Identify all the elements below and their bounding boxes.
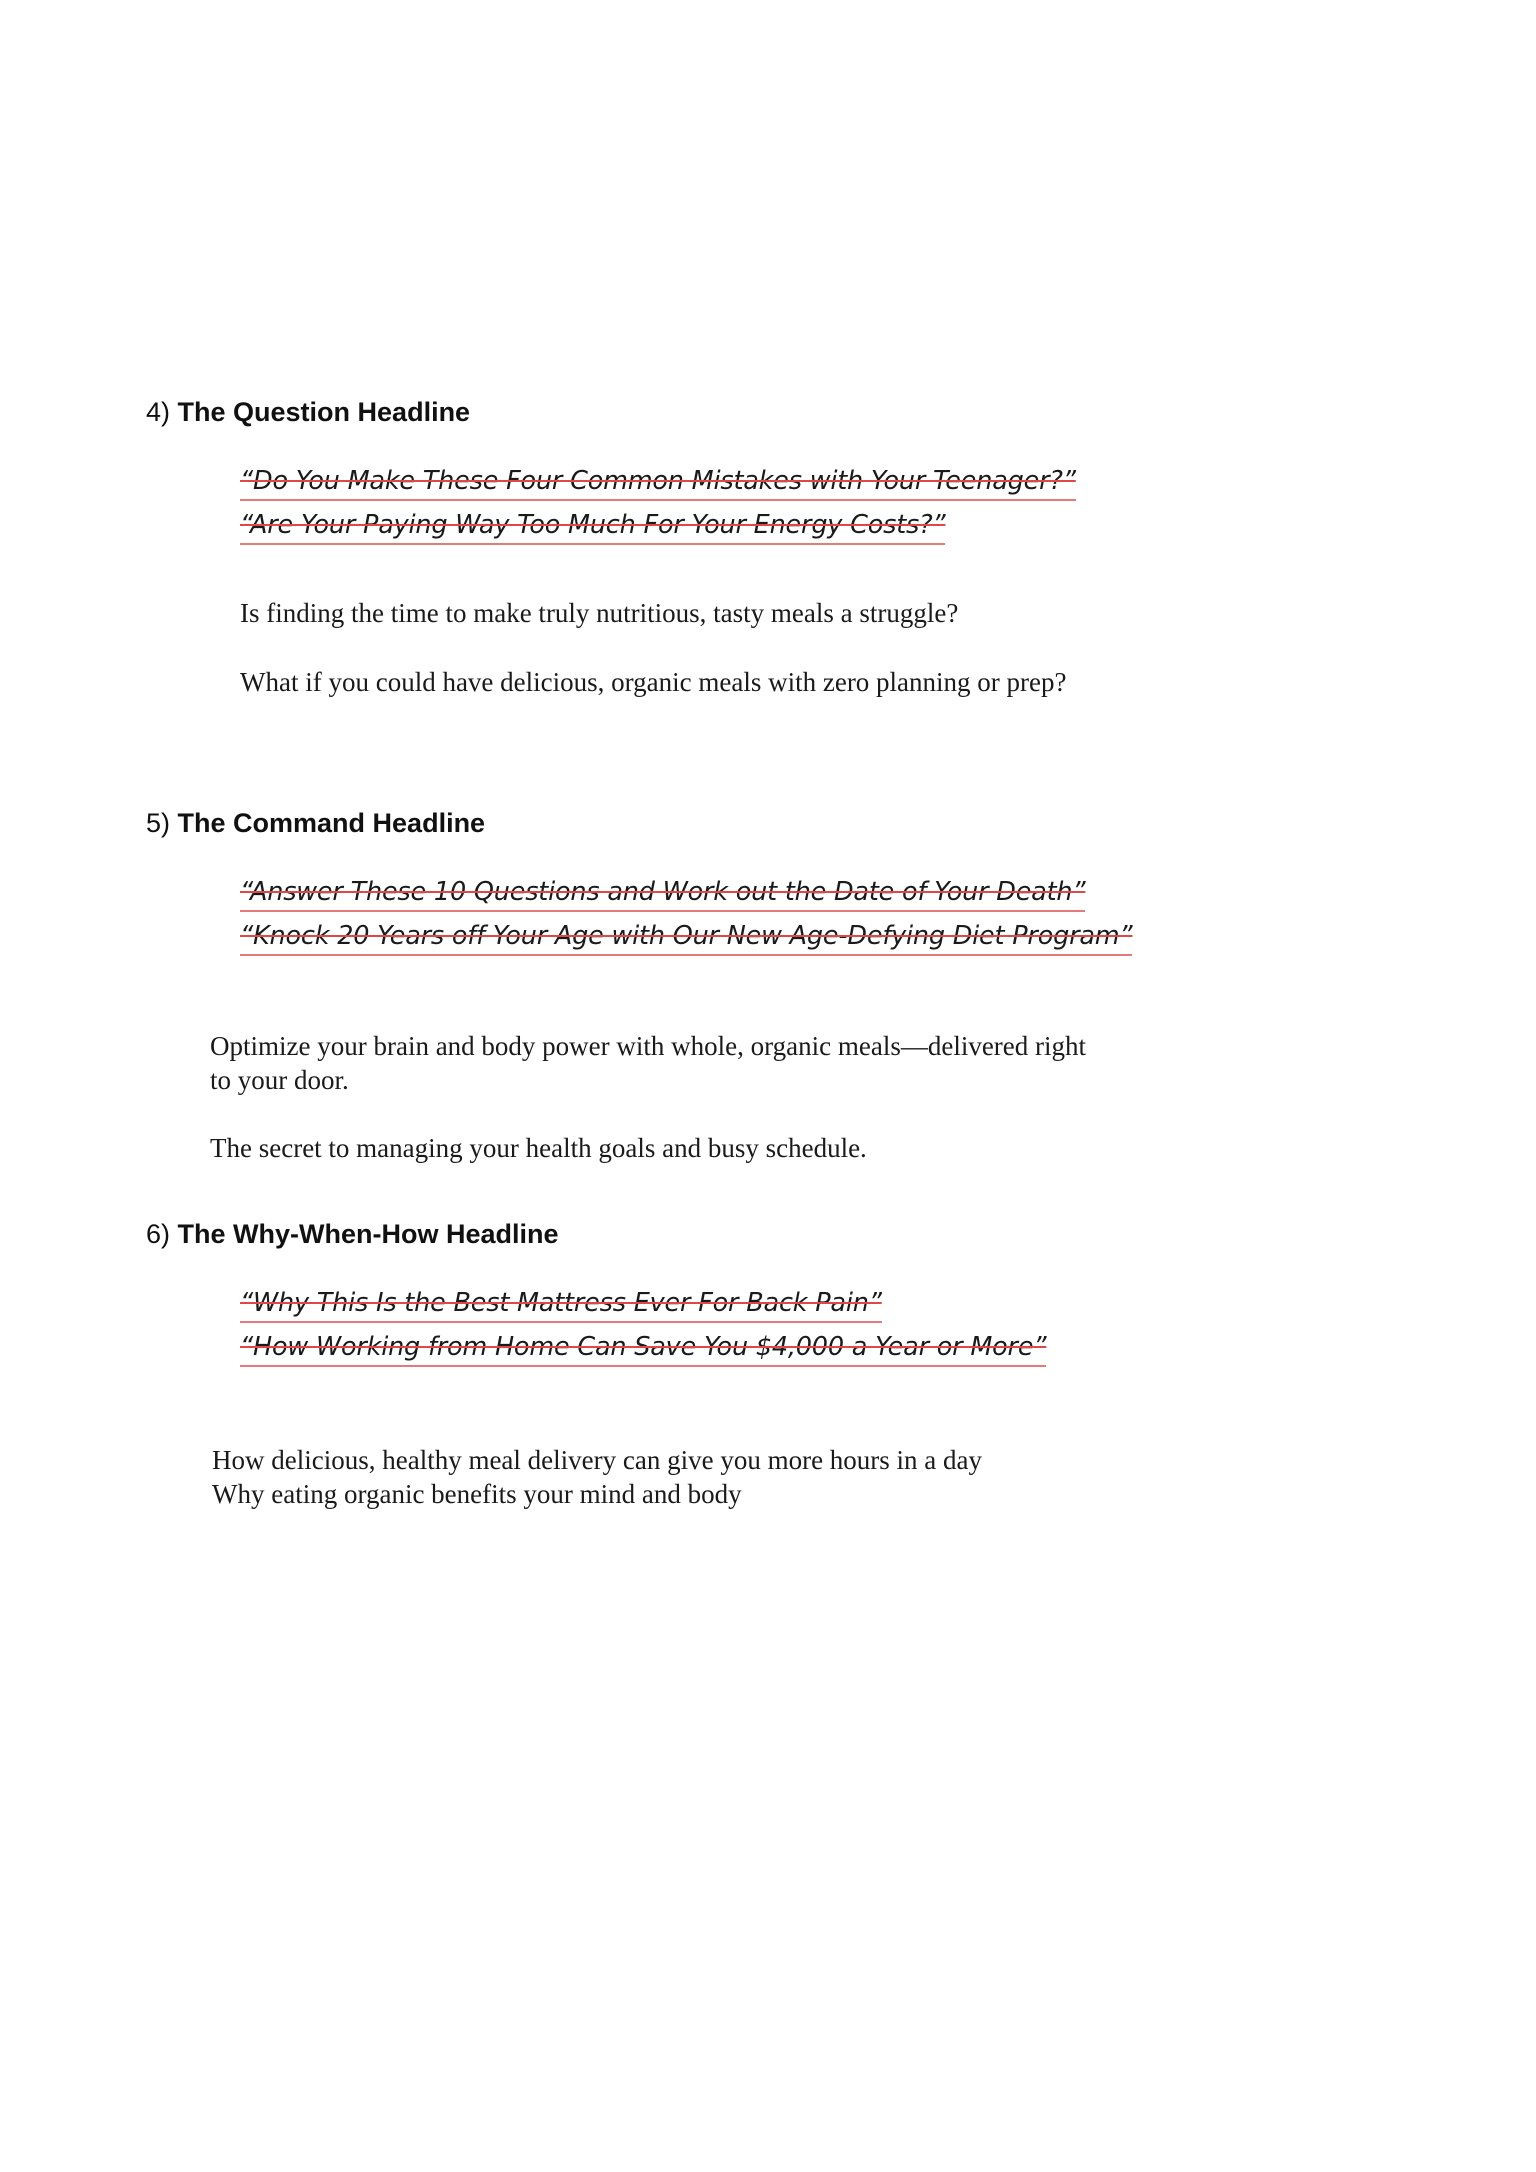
example-headline: “Why This Is the Best Mattress Ever For Back Pain” [240, 1286, 882, 1323]
section-title: The Why-When-How Headline [177, 1219, 559, 1249]
example-headline: “How Working from Home Can Save You $4,000 a Year or More” [240, 1330, 1046, 1367]
body-paragraph: How delicious, healthy meal delivery can give you more hours in a day [212, 1445, 983, 1475]
section-heading-command [146, 806, 485, 840]
body-paragraph: to your door. [210, 1065, 349, 1095]
section-heading-question [146, 395, 470, 429]
section-number: 5) [146, 808, 171, 838]
example-headline: “Answer These 10 Questions and Work out the Date of Your Death” [240, 875, 1085, 912]
example-headline: “Knock 20 Years off Your Age with Our New Age-Defying Diet Program” [240, 919, 1132, 956]
example-headline: “Are Your Paying Way Too Much For Your Energy Costs?” [240, 508, 945, 545]
body-paragraph: Is finding the time to make truly nutritious, tasty meals a struggle? [240, 598, 959, 628]
section-title: The Command Headline [177, 808, 486, 838]
body-paragraph: Optimize your brain and body power with whole, organic meals—delivered right [210, 1031, 1087, 1061]
example-headline: “Do You Make These Four Common Mistakes with Your Teenager?” [240, 464, 1076, 501]
section-number: 6) [146, 1219, 171, 1249]
body-paragraph: The secret to managing your health goals and busy schedule. [210, 1133, 867, 1163]
body-paragraph: Why eating organic benefits your mind and body [212, 1479, 742, 1509]
section-number: 4) [146, 397, 171, 427]
body-paragraph: What if you could have delicious, organic meals with zero planning or prep? [240, 667, 1067, 697]
section-heading-why-when-how [146, 1217, 559, 1251]
section-title: The Question Headline [177, 397, 471, 427]
